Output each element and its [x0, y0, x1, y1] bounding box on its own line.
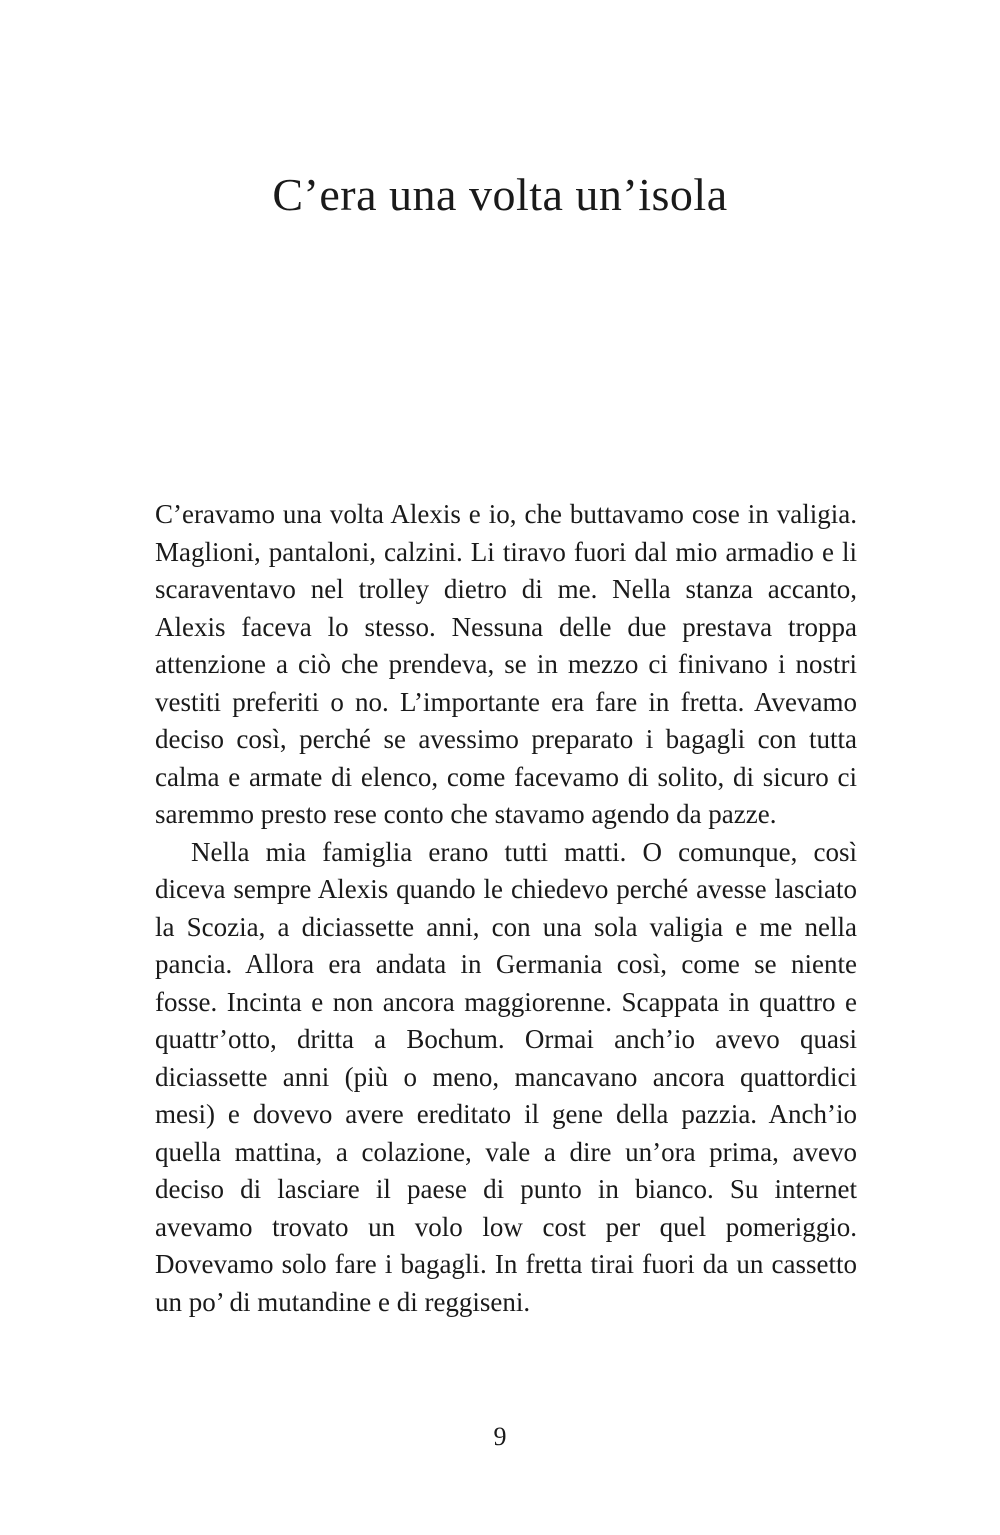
page-number: 9	[493, 1422, 507, 1451]
body-text	[155, 496, 857, 1321]
paragraph-1: C’eravamo una volta Alexis e io, che buttavamo cose in valigia. Maglioni, pantaloni, calzini. Li tiravo fuori dal mio armadio e li scaraventavo nel trolley dietro di me. Nella stanza accanto, Alexis faceva lo stesso. Nessuna delle due prestava troppa attenzione a ciò che prendeva, se in mezzo ci finivano i nostri vestiti preferiti o no. L’importante era fare in fretta. Avevamo deciso così, perché se avessimo preparato i bagagli con tutta calma e armate di elenco, come facevamo di solito, di sicuro ci saremmo presto rese conto che stavamo agendo da pazze.	[155, 499, 857, 829]
chapter-title: C’era una volta un’isola	[272, 169, 728, 220]
paragraph-2: Nella mia famiglia erano tutti matti. O comunque, così diceva sempre Alexis quando le chiedevo perché avesse lasciato la Scozia, a diciassette anni, con una sola valigia e me nella pancia. Allora era andata in Germania così, come se niente fosse. Incinta e non ancora maggiorenne. Scappata in quattro e quattr’otto, dritta a Bochum. Ormai anch’io avevo quasi diciassette anni (più o meno, mancavano ancora quattordici mesi) e dovevo avere ereditato il gene della pazzia. Anch’io quella mattina, a colazione, vale a dire un’ora prima, avevo deciso di lasciare il paese di punto in bianco. Su internet avevamo trovato un volo low cost per quel pomeriggio. Dovevamo solo fare i bagagli. In fretta tirai fuori da un cassetto un po’ di mutandine e di reggiseni.	[155, 836, 857, 1317]
